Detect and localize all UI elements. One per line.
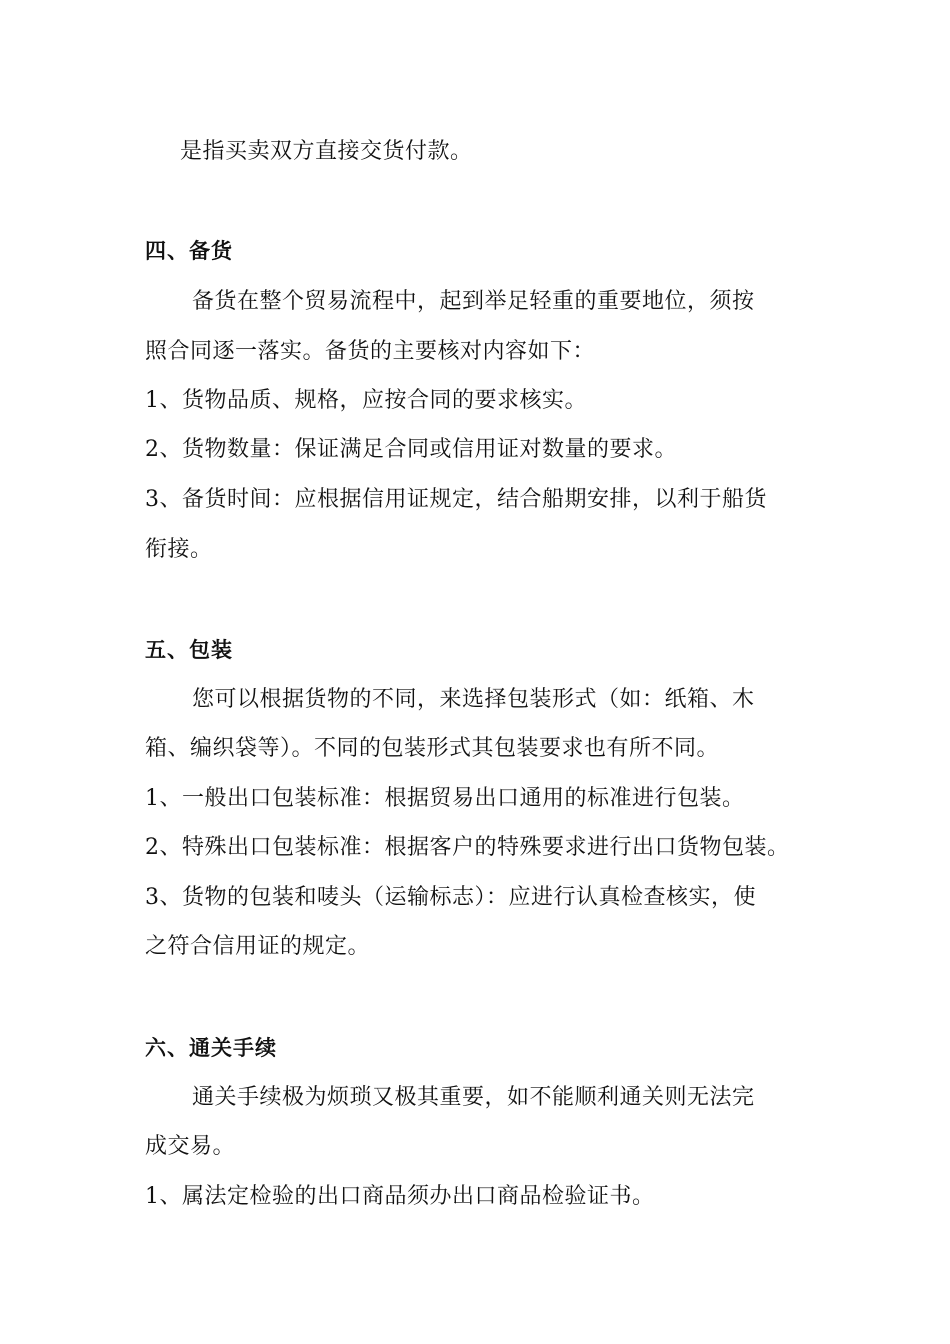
section-6-paragraph-line-1: 通关手续极为烦琐又极其重要，如不能顺利通关则无法完 <box>192 1085 755 1110</box>
section-4-item-3-line-2: 衔接。 <box>145 537 213 562</box>
section-5-item-3-line-2: 之符合信用证的规定。 <box>145 934 371 959</box>
intro-line: 是指买卖双方直接交货付款。 <box>180 139 473 164</box>
section-6-paragraph-line-2: 成交易。 <box>145 1134 236 1159</box>
section-heading-6: 六、通关手续 <box>145 1036 277 1060</box>
section-4-paragraph-line-2: 照合同逐一落实。备货的主要核对内容如下： <box>145 339 596 364</box>
section-heading-5: 五、包装 <box>145 638 233 662</box>
section-4-paragraph-line-1: 备货在整个贸易流程中，起到举足轻重的重要地位，须按 <box>192 289 755 314</box>
section-5-paragraph-line-2: 箱、编织袋等）。不同的包装形式其包装要求也有所不同。 <box>145 736 720 761</box>
section-4-item-2: 2、货物数量：保证满足合同或信用证对数量的要求。 <box>145 437 677 462</box>
section-5-paragraph-line-1: 您可以根据货物的不同，来选择包装形式（如：纸箱、木 <box>192 687 755 712</box>
section-6-item-1: 1、属法定检验的出口商品须办出口商品检验证书。 <box>145 1184 655 1209</box>
section-4-item-1: 1、货物品质、规格，应按合同的要求核实。 <box>145 388 587 413</box>
section-5-item-3-line-1: 3、货物的包装和唛头（运输标志）：应进行认真检查核实，使 <box>145 885 756 910</box>
section-5-item-2: 2、特殊出口包装标准：根据客户的特殊要求进行出口货物包装。 <box>145 835 790 860</box>
section-4-item-3-line-1: 3、备货时间：应根据信用证规定，结合船期安排，以利于船货 <box>145 487 767 512</box>
section-heading-4: 四、备货 <box>145 239 233 263</box>
section-5-item-1: 1、一般出口包装标准：根据贸易出口通用的标准进行包装。 <box>145 786 745 811</box>
